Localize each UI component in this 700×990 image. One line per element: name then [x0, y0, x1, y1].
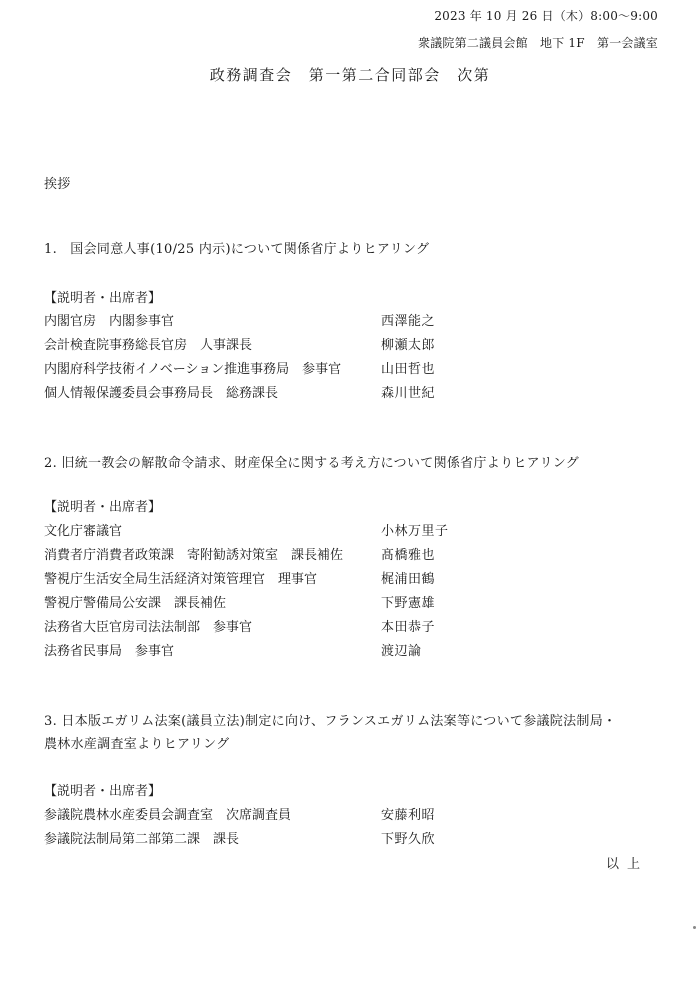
- meeting-datetime: 2023 年 10 月 26 日（木）8:00～9:00: [434, 9, 658, 23]
- agenda-item-1-attendees-label: 【説明者・出席者】: [44, 291, 162, 306]
- attendee-row: [44, 385, 664, 403]
- attendee-role: 文化庁審議官: [44, 524, 123, 539]
- attendee-row: [44, 595, 664, 613]
- attendee-role: 内閣府科学技術イノベーション推進事務局 参事官: [44, 362, 342, 377]
- closing-mark: 以上: [605, 857, 648, 872]
- agenda-item-2-attendees-label: 【説明者・出席者】: [44, 500, 162, 515]
- attendee-role: 法務省大臣官房司法法制部 参事官: [44, 620, 253, 635]
- agenda-item-3-heading-line-1: 3. 日本版エガリム法案(議員立法)制定に向け、フランスエガリム法案等について参議院法制局・: [44, 714, 617, 729]
- greeting: 挨拶: [44, 177, 71, 192]
- attendee-row: [44, 831, 664, 849]
- attendee-row: [44, 313, 664, 331]
- attendee-row: [44, 571, 664, 589]
- attendee-role: 内閣官房 内閣参事官: [44, 314, 175, 329]
- agenda-item-3-heading-line-2: 農林水産調査室よりヒアリング: [44, 737, 230, 752]
- attendee-name: 梶浦田鶴: [381, 572, 436, 587]
- attendee-name: 下野久欣: [381, 832, 436, 847]
- attendee-name: 安藤利昭: [381, 808, 436, 823]
- attendee-row: [44, 643, 664, 661]
- attendee-row: [44, 337, 664, 355]
- attendee-role: 個人情報保護委員会事務局長 総務課長: [44, 386, 279, 401]
- attendee-row: [44, 619, 664, 637]
- agenda-item-3-attendees-label: 【説明者・出席者】: [44, 784, 162, 799]
- attendee-name: 森川世紀: [381, 386, 436, 401]
- attendee-name: 柳瀬太郎: [381, 338, 436, 353]
- scan-speck: [693, 926, 696, 929]
- attendee-row: [44, 807, 664, 825]
- attendee-name: 西澤能之: [381, 314, 436, 329]
- attendee-role: 参議院農林水産委員会調査室 次席調査員: [44, 808, 292, 823]
- attendee-role: 法務省民事局 参事官: [44, 644, 175, 659]
- attendee-role: 警視庁警備局公安課 課長補佐: [44, 596, 227, 611]
- attendee-role: 消費者庁消費者政策課 寄附勧誘対策室 課長補佐: [44, 548, 344, 563]
- attendee-role: 警視庁生活安全局生活経済対策管理官 理事官: [44, 572, 318, 587]
- attendee-name: 渡辺論: [381, 644, 422, 659]
- agenda-item-1-heading: 1. 国会同意人事(10/25 内示)について関係省庁よりヒアリング: [44, 242, 430, 257]
- attendee-name: 髙橋雅也: [381, 548, 436, 563]
- attendee-name: 山田哲也: [381, 362, 436, 377]
- attendee-role: 参議院法制局第二部第二課 課長: [44, 832, 240, 847]
- attendee-name: 下野憲雄: [381, 596, 436, 611]
- attendee-row: [44, 547, 664, 565]
- meeting-venue: 衆議院第二議員会館 地下 1F 第一会議室: [418, 36, 658, 50]
- attendee-row: [44, 523, 664, 541]
- agenda-item-2-heading: 2. 旧統一教会の解散命令請求、財産保全に関する考え方について関係省庁よりヒアリング: [44, 456, 580, 471]
- attendee-role: 会計検査院事務総長官房 人事課長: [44, 338, 253, 353]
- attendee-row: [44, 361, 664, 379]
- attendee-name: 小林万里子: [381, 524, 449, 539]
- page-title: 政務調査会 第一第二合同部会 次第: [209, 66, 491, 84]
- attendee-name: 本田恭子: [381, 620, 436, 635]
